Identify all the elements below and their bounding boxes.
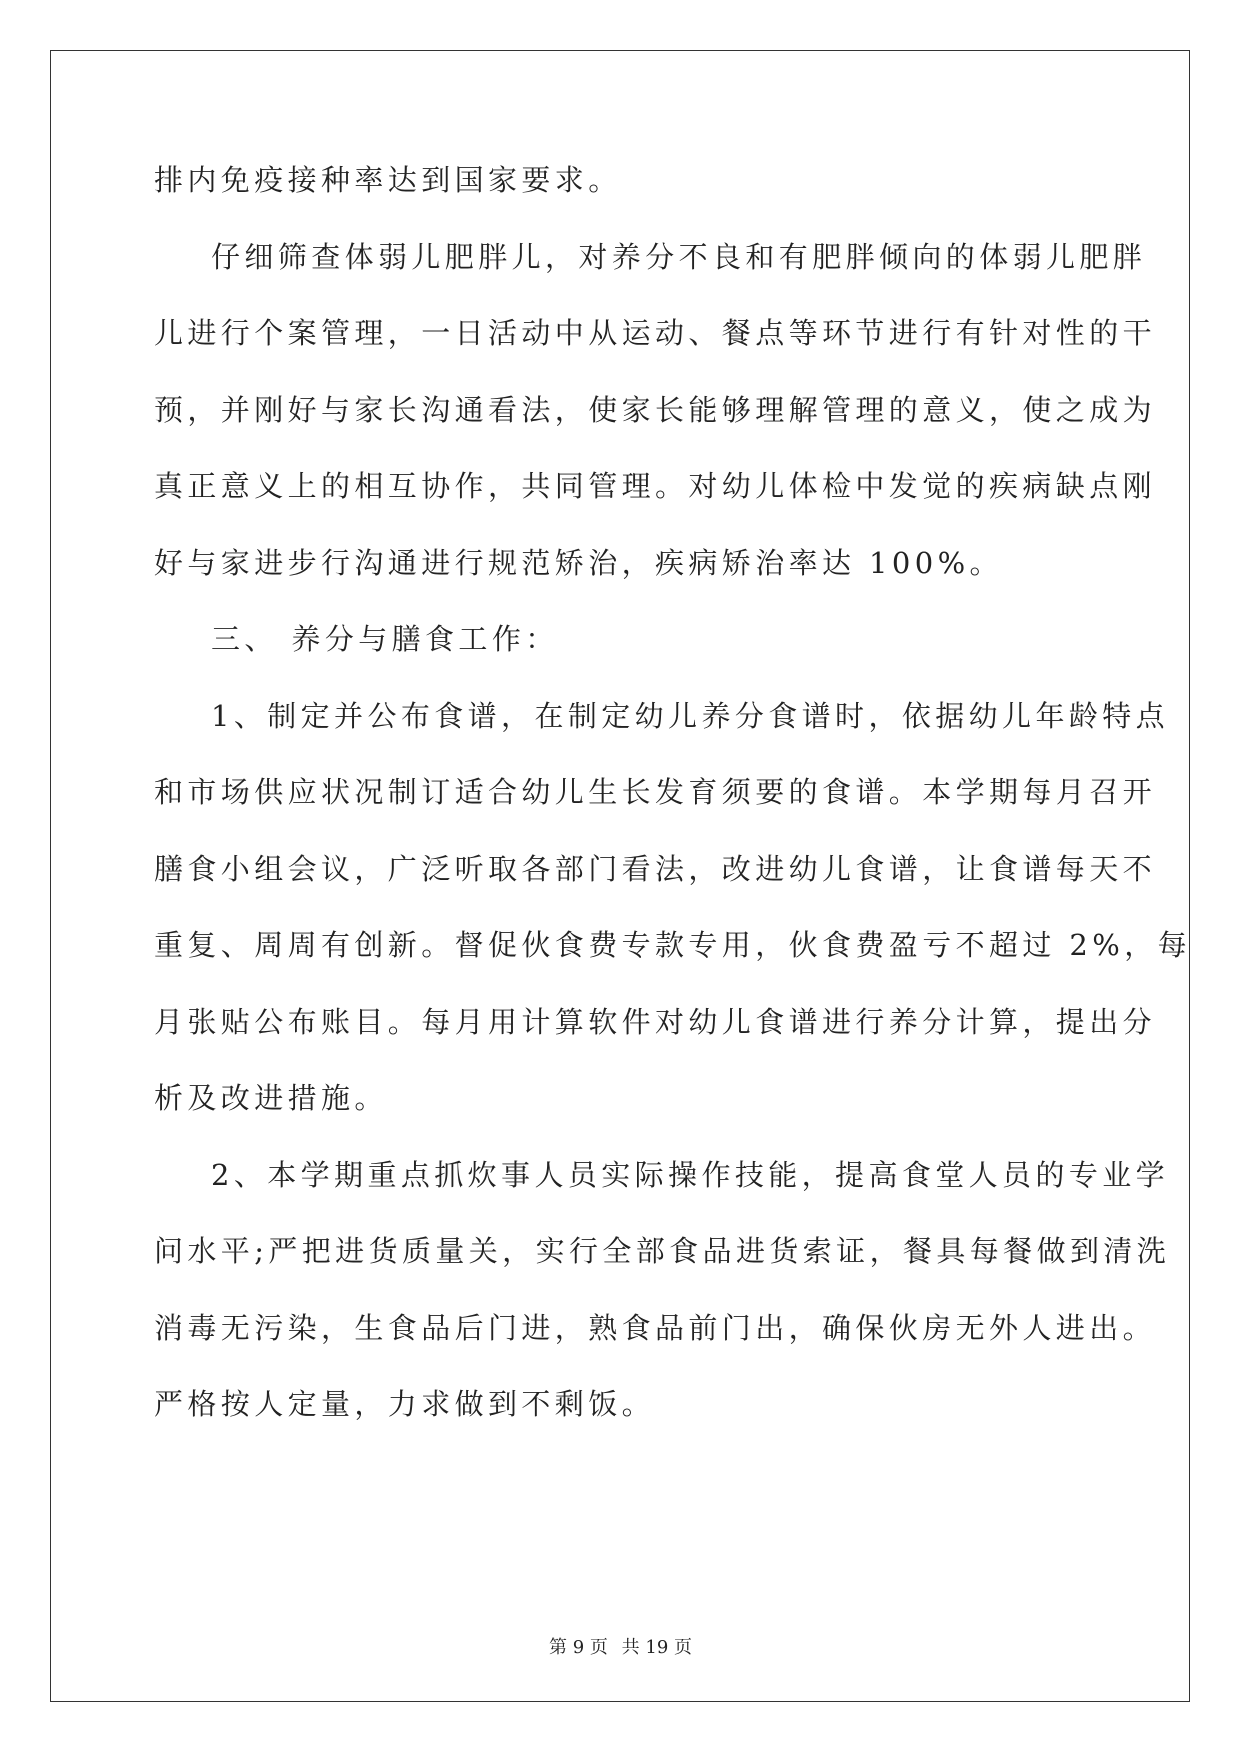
page-footer <box>0 1633 1241 1659</box>
page-number: 第 9 页 <box>549 1637 608 1658</box>
text-line-10: 膳食小组会议，广泛听取各部门看法，改进幼儿食谱，让食谱每天不 <box>154 852 1157 886</box>
section-heading: 三、 养分与膳食工作： <box>211 622 559 656</box>
text-line-4: 预，并刚好与家长沟通看法，使家长能够理解管理的意义，使之成为 <box>154 393 1157 427</box>
text-line-15: 问水平;严把进货质量关，实行全部食品进货索证，餐具每餐做到清洗 <box>154 1234 1171 1268</box>
text-line-8: 1、制定并公布食谱，在制定幼儿养分食谱时，依据幼儿年龄特点 <box>211 699 1170 733</box>
text-line-5: 真正意义上的相互协作，共同管理。对幼儿体检中发觉的疾病缺点刚 <box>154 469 1157 503</box>
text-line-11: 重复、周周有创新。督促伙食费专款专用，伙食费盈亏不超过 2%，每 <box>154 928 1192 962</box>
text-line-2: 仔细筛查体弱儿肥胖儿，对养分不良和有肥胖倾向的体弱儿肥胖 <box>211 240 1147 274</box>
text-line-6: 好与家进步行沟通进行规范矫治，疾病矫治率达 100%。 <box>154 546 1003 580</box>
text-line-3: 儿进行个案管理，一日活动中从运动、餐点等环节进行有针对性的干 <box>154 316 1157 350</box>
text-line-12: 月张贴公布账目。每月用计算软件对幼儿食谱进行养分计算，提出分 <box>154 1005 1157 1039</box>
text-line-16: 消毒无污染，生食品后门进，熟食品前门出，确保伙房无外人进出。 <box>154 1311 1157 1345</box>
text-line-13: 析及改进措施。 <box>154 1081 388 1115</box>
text-line-9: 和市场供应状况制订适合幼儿生长发育须要的食谱。本学期每月召开 <box>154 775 1157 809</box>
text-line-17: 严格按人定量，力求做到不剩饭。 <box>154 1387 656 1421</box>
page-total: 共 19 页 <box>621 1637 692 1658</box>
text-line-14: 2、本学期重点抓炊事人员实际操作技能，提高食堂人员的专业学 <box>211 1158 1170 1192</box>
text-line-1: 排内免疫接种率达到国家要求。 <box>154 163 622 197</box>
